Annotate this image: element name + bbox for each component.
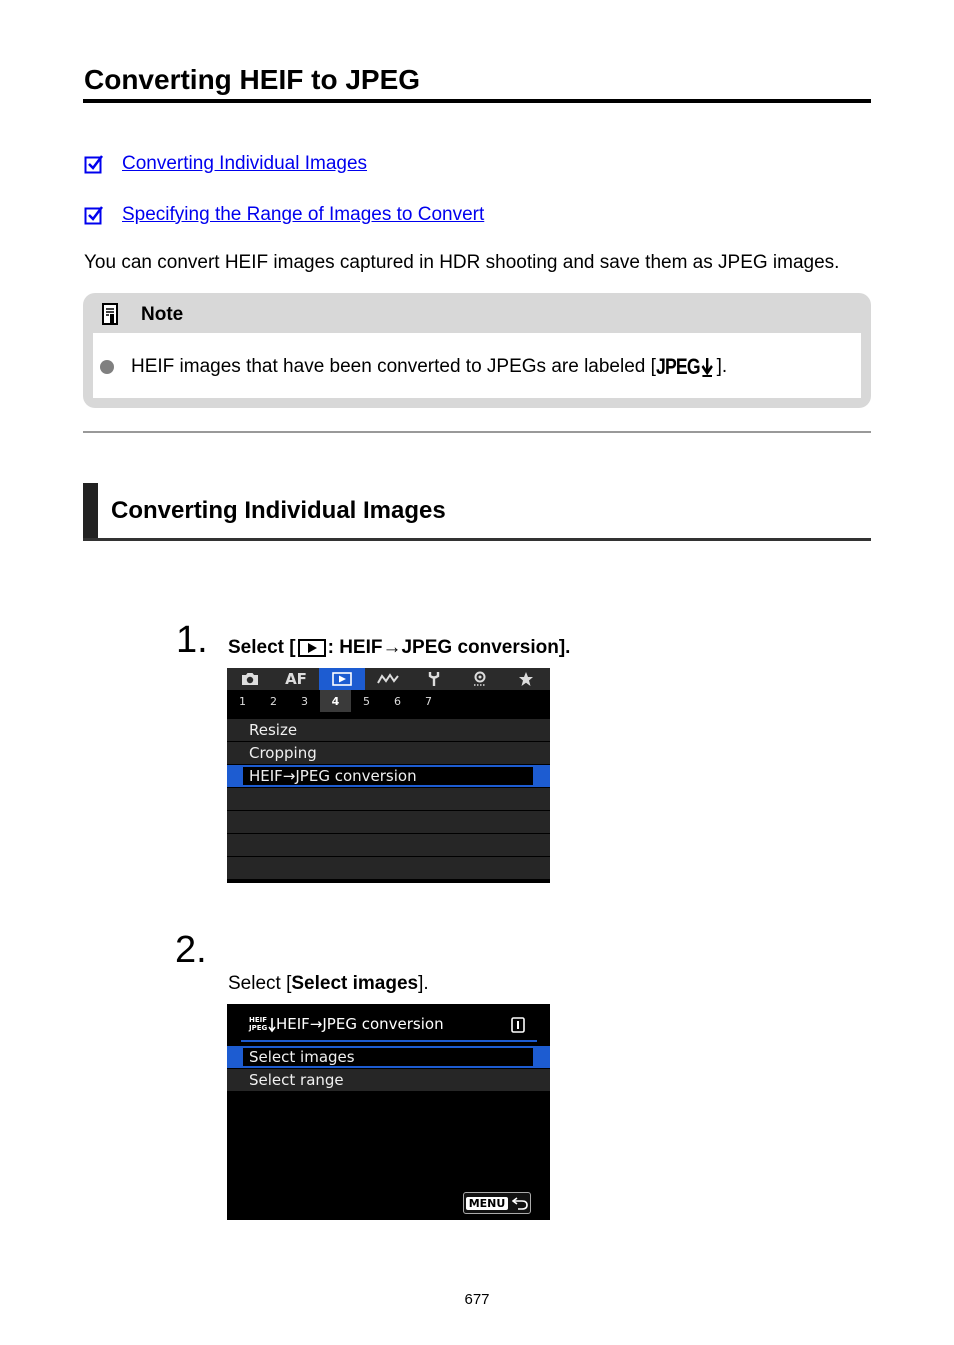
camera-menu-screen bbox=[227, 668, 550, 883]
subtab-3[interactable]: 3 bbox=[301, 694, 308, 708]
step-suffix: : HEIF→JPEG conversion]. bbox=[327, 637, 571, 658]
down-arrow-icon bbox=[268, 1017, 276, 1033]
section-divider bbox=[83, 431, 871, 433]
tab-af-label: AF bbox=[285, 670, 307, 688]
intro-paragraph: You can convert HEIF images captured in HDR shooting and save them as JPEG images. bbox=[84, 252, 840, 273]
section-bar bbox=[83, 483, 98, 541]
subtab-4[interactable]: 4 bbox=[320, 690, 351, 712]
note-title: Note bbox=[141, 304, 184, 325]
menu-item-label: HEIF→JPEG conversion bbox=[249, 767, 417, 785]
camera-settings-icon bbox=[472, 671, 488, 687]
menu-item-empty bbox=[227, 834, 550, 856]
menu-item-empty bbox=[227, 811, 550, 833]
bullet-icon bbox=[100, 360, 114, 374]
tab-af[interactable] bbox=[273, 668, 319, 690]
toc-item-individual[interactable] bbox=[84, 151, 367, 177]
menu-item-select-images[interactable] bbox=[227, 1046, 550, 1068]
down-arrow-icon bbox=[701, 357, 712, 377]
subtab-1[interactable]: 1 bbox=[239, 694, 246, 708]
step-number: 1. bbox=[176, 619, 208, 661]
note-text-before: HEIF images that have been converted to JPEGs are labeled [ bbox=[131, 356, 656, 377]
step-prefix: Select [ bbox=[228, 973, 292, 994]
menu-item-label: Select images bbox=[249, 1048, 355, 1066]
wrench-icon bbox=[428, 671, 440, 687]
menu-item-resize[interactable] bbox=[227, 719, 550, 741]
screen-title: HEIF→JPEG conversion bbox=[276, 1015, 444, 1033]
toc-link-individual[interactable]: Converting Individual Images bbox=[122, 153, 368, 174]
subtab-5[interactable]: 5 bbox=[363, 694, 370, 708]
camera-icon bbox=[241, 672, 259, 686]
menu-item-label: Cropping bbox=[249, 744, 317, 762]
tab-playback[interactable] bbox=[319, 668, 365, 690]
tab-my-settings[interactable] bbox=[457, 668, 503, 690]
note-text-after: ]. bbox=[716, 356, 728, 377]
jpeg-label: JPEG bbox=[249, 1024, 268, 1032]
step-instruction bbox=[228, 971, 429, 997]
header-divider bbox=[241, 1040, 537, 1042]
subtab-7[interactable]: 7 bbox=[425, 694, 432, 708]
menu-item-label: Resize bbox=[249, 721, 298, 739]
page-title: Converting HEIF to JPEG bbox=[84, 64, 421, 95]
tab-setup[interactable] bbox=[411, 668, 457, 690]
heif-jpeg-icon bbox=[249, 1016, 267, 1032]
play-icon bbox=[332, 672, 352, 686]
menu-item-heif-jpeg[interactable] bbox=[227, 765, 550, 787]
note-text bbox=[131, 354, 727, 380]
menu-item-empty bbox=[227, 857, 550, 879]
menu-label: MENU bbox=[466, 1197, 509, 1210]
menu-item-cropping[interactable] bbox=[227, 742, 550, 764]
menu-item-empty bbox=[227, 788, 550, 810]
tab-my-menu[interactable] bbox=[503, 668, 549, 690]
toc-item-range[interactable] bbox=[84, 202, 484, 228]
screen-header bbox=[227, 1004, 550, 1044]
menu-subtabs bbox=[227, 690, 550, 712]
subtab-2[interactable]: 2 bbox=[270, 694, 277, 708]
tab-shooting[interactable] bbox=[227, 668, 273, 690]
step-suffix: ]. bbox=[418, 973, 429, 994]
step-bold: Select images bbox=[291, 973, 419, 994]
toc-link-range[interactable]: Specifying the Range of Images to Convert bbox=[122, 204, 485, 225]
menu-tabs bbox=[227, 668, 550, 690]
note-icon bbox=[101, 303, 121, 327]
checkbox-link-icon bbox=[84, 205, 104, 225]
menu-back-button[interactable] bbox=[463, 1192, 531, 1214]
section-rule bbox=[83, 538, 871, 541]
menu-item-label: Select range bbox=[249, 1071, 344, 1089]
step-number: 2. bbox=[175, 929, 207, 971]
step-prefix: Select [ bbox=[228, 637, 296, 658]
jpeg-badge bbox=[656, 354, 713, 380]
jpeg-badge-label: JPEG bbox=[655, 354, 700, 379]
heif-label: HEIF bbox=[249, 1016, 268, 1024]
return-icon bbox=[512, 1196, 528, 1210]
card-icon bbox=[511, 1017, 525, 1033]
page-number: 677 bbox=[464, 1291, 490, 1308]
star-icon bbox=[518, 671, 534, 687]
checkbox-link-icon bbox=[84, 154, 104, 174]
camera-conversion-screen bbox=[227, 1004, 550, 1220]
subtab-6[interactable]: 6 bbox=[394, 694, 401, 708]
playback-tab-icon bbox=[298, 639, 326, 657]
section-title: Converting Individual Images bbox=[111, 497, 446, 524]
tab-custom[interactable] bbox=[365, 668, 411, 690]
title-rule bbox=[83, 99, 871, 103]
custom-icon bbox=[377, 673, 399, 685]
menu-item-select-range[interactable] bbox=[227, 1069, 550, 1091]
step-instruction bbox=[228, 635, 570, 661]
